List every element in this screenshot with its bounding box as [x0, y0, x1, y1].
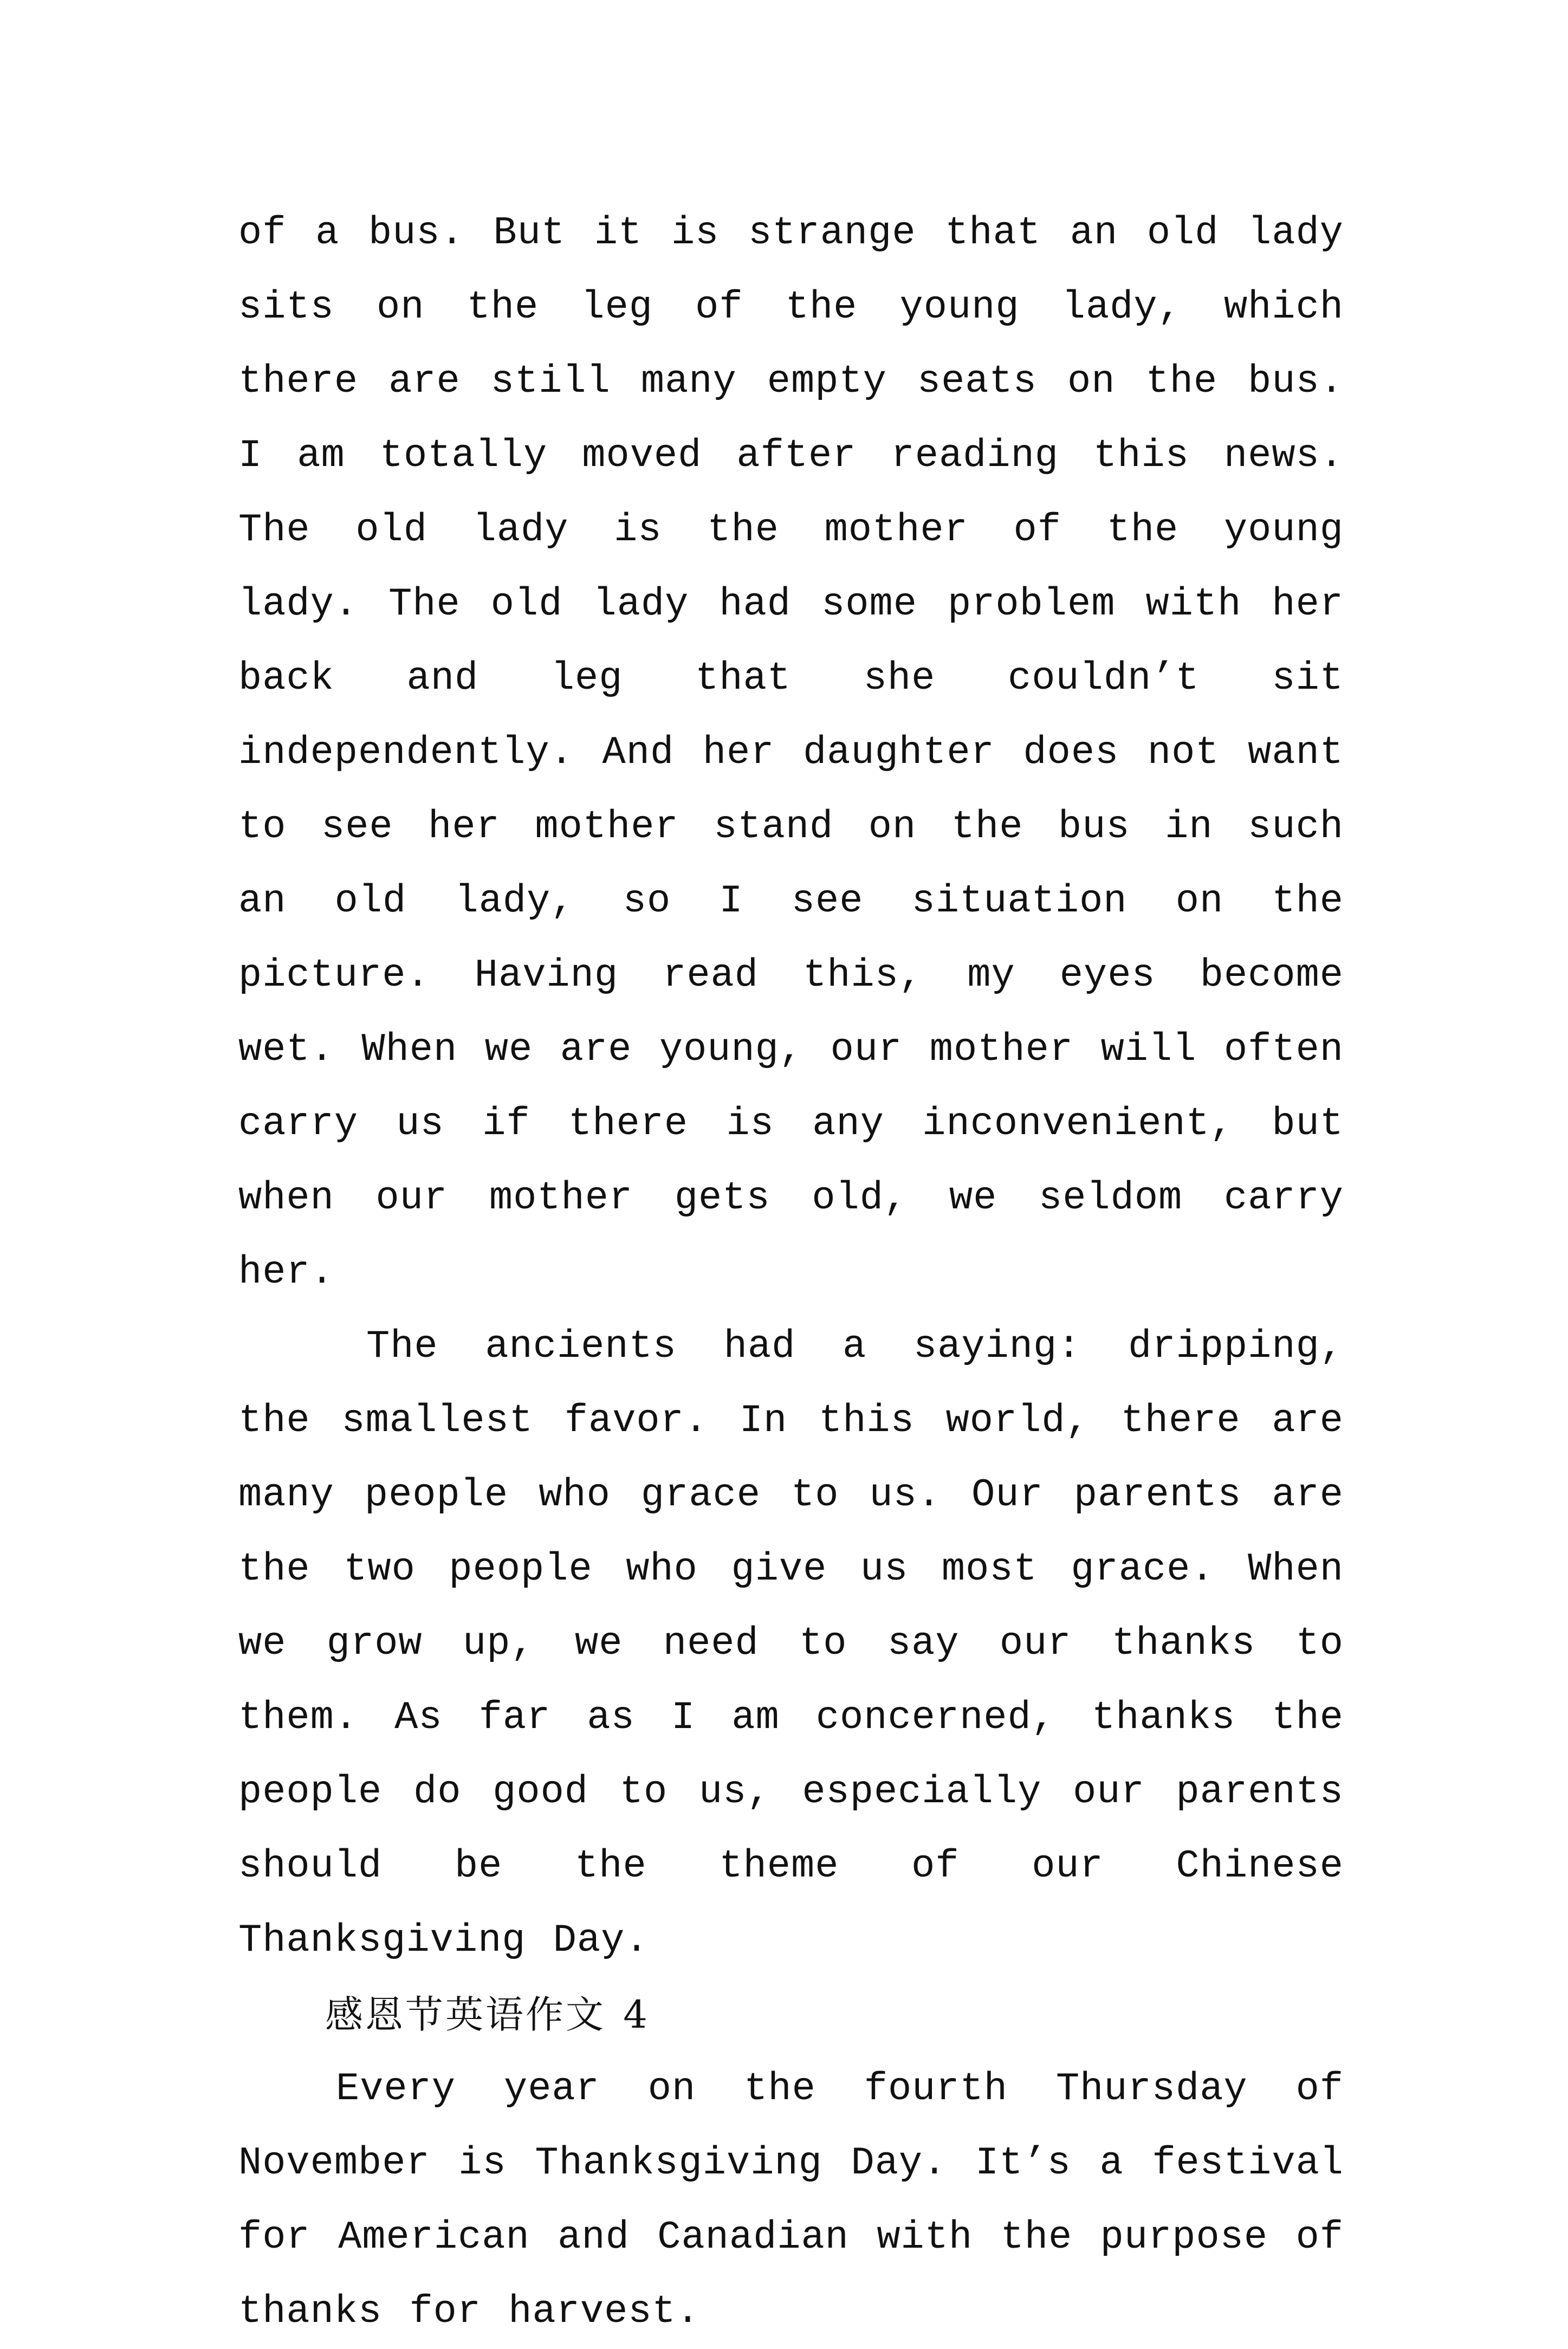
- paragraph-2: The ancients had a saying: dripping, the smallest favor. In this world, there are many people who grace to us. Our parents are the two people who give us most grace. When we grow up, we need to say our thanks to them. As far as I am concerned, thanks the people do good to us, especially our parents should be the theme of our Chinese Thanksgiving Day.: [238, 1324, 1344, 1963]
- document-body: [238, 196, 1344, 2349]
- paragraph-3: Every year on the fourth Thursday of November is Thanksgiving Day. It’s a festival for American and Canadian with the purpose of thanks for harvest.: [238, 2067, 1344, 2334]
- section-heading: 感恩节英语作文 4: [325, 1992, 650, 2037]
- paragraph-1: of a bus. But it is strange that an old lady sits on the leg of the young lady, which there are still many empty seats on the bus. I am totally moved after reading this news. The old lady is the mother of the young lady. The old lady had some problem with her back and leg that she couldn’t sit independently. And her daughter does not want to see her mother stand on the bus in such an old lady, so I see situation on the picture. Having read this, my eyes become wet. When we are young, our mother will often carry us if there is any inconvenient, but when our mother gets old, we seldom carry her.: [238, 211, 1344, 1295]
